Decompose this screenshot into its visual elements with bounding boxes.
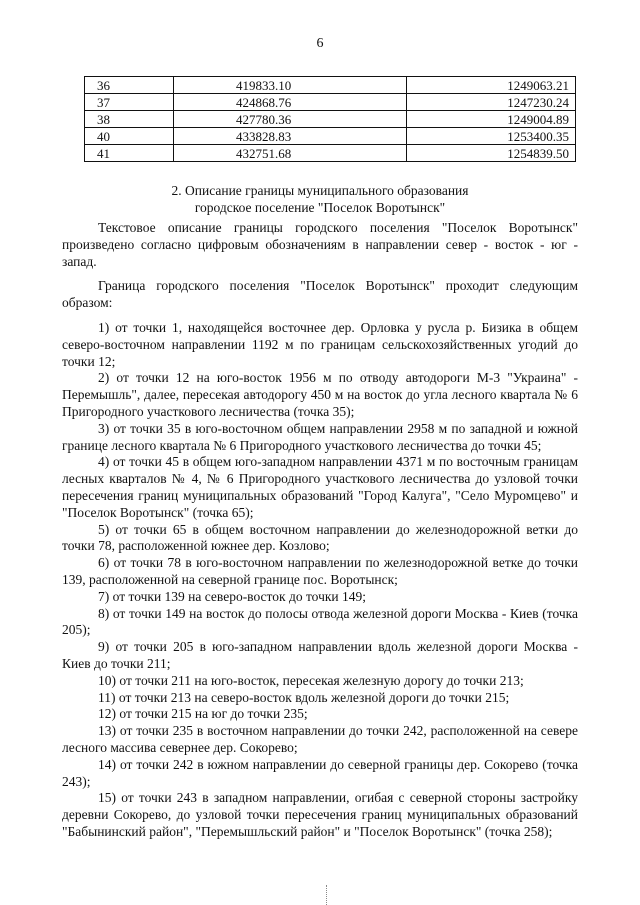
x-coordinate-cell: 427780.36 bbox=[173, 111, 406, 128]
x-coordinate-cell: 424868.76 bbox=[173, 94, 406, 111]
y-coordinate-cell: 1247230.24 bbox=[407, 94, 576, 111]
lead-paragraph: Граница городского поселения "Поселок Воротынск" проходит следующим образом: bbox=[62, 278, 578, 311]
table-row bbox=[85, 94, 576, 111]
table-row bbox=[85, 111, 576, 128]
point-number-cell: 41 bbox=[85, 145, 174, 162]
section-title-line-1: 2. Описание границы муниципального образования bbox=[171, 183, 469, 198]
y-coordinate-cell: 1254839.50 bbox=[407, 145, 576, 162]
point-number-cell: 37 bbox=[85, 94, 174, 111]
list-item: 5) от точки 65 в общем восточном направлении до железнодорожной ветки до точки 78, расположенной южнее дер. Козлово; bbox=[62, 521, 578, 554]
y-coordinate-cell: 1249063.21 bbox=[407, 77, 576, 94]
list-item: 4) от точки 45 в общем юго-западном направлении 4371 м по восточным границам лесных кварталов № 4, № 6 Пригородного участкового лесничества до узловой точки пересечения границ муниципальных образований "Город Калуга", "Село Муромцево" и "Поселок Воротынск" (точка 65); bbox=[62, 454, 578, 520]
section-title-line-2: городское поселение "Поселок Воротынск" bbox=[194, 200, 446, 215]
section-heading bbox=[0, 182, 640, 216]
list-item: 7) от точки 139 на северо-восток до точки 149; bbox=[98, 588, 367, 604]
list-item: 12) от точки 215 на юг до точки 235; bbox=[98, 706, 308, 722]
x-coordinate-cell: 433828.83 bbox=[173, 128, 406, 145]
point-number-cell: 38 bbox=[85, 111, 174, 128]
list-item: 8) от точки 149 на восток до полосы отвода железной дороги Москва - Киев (точка 205); bbox=[62, 605, 578, 638]
list-item: 3) от точки 35 в юго-восточном общем направлении 2958 м по западной и южной границе лесного квартала № 6 Пригородного участкового лесничества до точки 45; bbox=[62, 420, 578, 453]
list-item: 15) от точки 243 в западном направлении, огибая с северной стороны застройку деревни Сокорево, до узловой точки пересечения границ муниципальных образований "Бабынинский район", "Перемышльский район" и "Поселок Воротынск" (точка 258); bbox=[62, 790, 578, 839]
point-number-cell: 40 bbox=[85, 128, 174, 145]
intro-paragraph: Текстовое описание границы городского поселения "Поселок Воротынск" произведено согласно цифровым обозначениям в направлении север - восток - юг - запад. bbox=[62, 220, 578, 269]
y-coordinate-cell: 1253400.35 bbox=[407, 128, 576, 145]
boundary-description bbox=[62, 220, 578, 841]
list-item: 6) от точки 78 в юго-восточном направлении по железнодорожной ветке до точки 139, расположенной на северной границе пос. Воротынск; bbox=[62, 555, 578, 587]
list-item: 11) от точки 213 на северо-восток вдоль железной дороги до точки 215; bbox=[98, 689, 510, 705]
point-number-cell: 36 bbox=[85, 77, 174, 94]
list-item: 10) от точки 211 на юго-восток, пересекая железную дорогу до точки 213; bbox=[98, 672, 524, 688]
list-item: 14) от точки 242 в южном направлении до северной границы дер. Сокорево (точка 243); bbox=[62, 756, 578, 789]
x-coordinate-cell: 419833.10 bbox=[173, 77, 406, 94]
x-coordinate-cell: 432751.68 bbox=[173, 145, 406, 162]
page-number: 6 bbox=[316, 36, 324, 51]
table-row bbox=[85, 145, 576, 162]
list-item: 9) от точки 205 в юго-западном направлении вдоль железной дороги Москва - Киев до точки 211; bbox=[62, 639, 578, 671]
table-row bbox=[85, 128, 576, 145]
coordinates-table bbox=[84, 76, 576, 162]
y-coordinate-cell: 1249004.89 bbox=[407, 111, 576, 128]
list-item: 1) от точки 1, находящейся восточнее дер. Орловка у русла р. Бизика в общем северо-восточном направлении 1192 м по границам сельскохозяйственных угодий до точки 12; bbox=[62, 319, 578, 369]
table-row bbox=[85, 77, 576, 94]
list-item: 13) от точки 235 в восточном направлении до точки 242, расположенной на севере лесного массива севернее дер. Сокорево; bbox=[62, 723, 578, 755]
list-item: 2) от точки 12 на юго-восток 1956 м по отводу автодороги М-3 "Украина" - Перемышль", далее, пересекая автодорогу 450 м на восток до угла лесного квартала № 6 Пригородного участкового лесничества (точка 35); bbox=[62, 370, 578, 419]
scan-margin-mark bbox=[326, 885, 331, 905]
